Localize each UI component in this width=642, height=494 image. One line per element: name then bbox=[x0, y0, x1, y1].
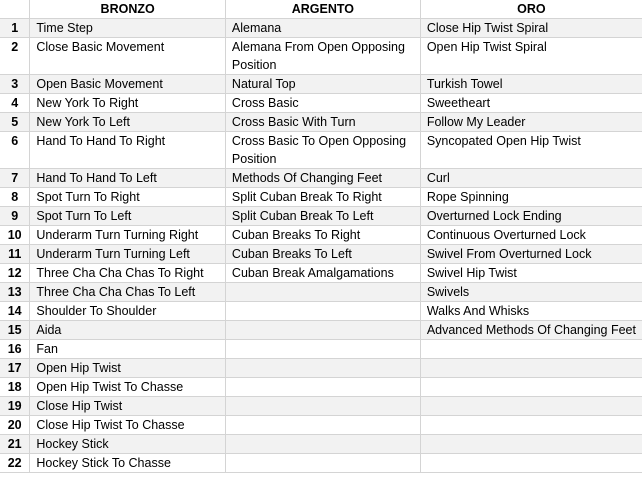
table-row bbox=[0, 264, 642, 283]
table-row bbox=[0, 454, 642, 473]
bronzo-cell[interactable]: New York To Right bbox=[30, 94, 226, 113]
oro-cell[interactable] bbox=[420, 340, 642, 359]
bronzo-cell[interactable]: Spot Turn To Left bbox=[30, 207, 226, 226]
row-number-cell[interactable]: 18 bbox=[0, 378, 30, 397]
oro-cell[interactable] bbox=[420, 454, 642, 473]
oro-cell[interactable]: Sweetheart bbox=[420, 94, 642, 113]
row-number-cell[interactable]: 1 bbox=[0, 19, 30, 38]
table-row bbox=[0, 397, 642, 416]
table-row bbox=[0, 302, 642, 321]
oro-cell[interactable] bbox=[420, 416, 642, 435]
oro-cell[interactable]: Turkish Towel bbox=[420, 75, 642, 94]
argento-cell[interactable]: Methods Of Changing Feet bbox=[225, 169, 420, 188]
bronzo-cell[interactable]: Three Cha Cha Chas To Right bbox=[30, 264, 226, 283]
table-row bbox=[0, 75, 642, 94]
bronzo-cell[interactable]: Hockey Stick bbox=[30, 435, 226, 454]
argento-cell[interactable]: Cuban Break Amalgamations bbox=[225, 264, 420, 283]
argento-cell[interactable] bbox=[225, 454, 420, 473]
oro-cell[interactable]: Syncopated Open Hip Twist bbox=[420, 132, 642, 169]
bronzo-cell[interactable]: Open Basic Movement bbox=[30, 75, 226, 94]
row-number-cell[interactable]: 12 bbox=[0, 264, 30, 283]
bronzo-cell[interactable]: Time Step bbox=[30, 19, 226, 38]
bronzo-cell[interactable]: Fan bbox=[30, 340, 226, 359]
table-row bbox=[0, 94, 642, 113]
bronzo-cell[interactable]: Three Cha Cha Chas To Left bbox=[30, 283, 226, 302]
row-number-cell[interactable]: 17 bbox=[0, 359, 30, 378]
table-row bbox=[0, 113, 642, 132]
bronzo-cell[interactable]: Aida bbox=[30, 321, 226, 340]
table-row bbox=[0, 188, 642, 207]
table-row bbox=[0, 359, 642, 378]
row-number-cell[interactable]: 11 bbox=[0, 245, 30, 264]
oro-cell[interactable]: Walks And Whisks bbox=[420, 302, 642, 321]
oro-cell[interactable] bbox=[420, 397, 642, 416]
argento-cell[interactable] bbox=[225, 416, 420, 435]
oro-cell[interactable]: Curl bbox=[420, 169, 642, 188]
argento-cell[interactable]: Cross Basic bbox=[225, 94, 420, 113]
table-body bbox=[0, 19, 642, 473]
row-number-cell[interactable]: 16 bbox=[0, 340, 30, 359]
table-row bbox=[0, 132, 642, 169]
oro-cell[interactable] bbox=[420, 378, 642, 397]
bronzo-cell[interactable]: Close Hip Twist To Chasse bbox=[30, 416, 226, 435]
row-number-cell[interactable]: 2 bbox=[0, 38, 30, 75]
table-row bbox=[0, 169, 642, 188]
row-number-cell[interactable]: 7 bbox=[0, 169, 30, 188]
row-number-cell[interactable]: 4 bbox=[0, 94, 30, 113]
bronzo-cell[interactable]: Underarm Turn Turning Right bbox=[30, 226, 226, 245]
argento-cell[interactable] bbox=[225, 321, 420, 340]
corner-cell[interactable] bbox=[0, 0, 30, 19]
argento-cell[interactable] bbox=[225, 359, 420, 378]
oro-cell[interactable]: Open Hip Twist Spiral bbox=[420, 38, 642, 75]
header-row bbox=[0, 0, 642, 19]
row-number-cell[interactable]: 8 bbox=[0, 188, 30, 207]
table-row bbox=[0, 38, 642, 75]
row-number-cell[interactable]: 19 bbox=[0, 397, 30, 416]
oro-cell[interactable]: Swivel Hip Twist bbox=[420, 264, 642, 283]
bronzo-cell[interactable]: Close Basic Movement bbox=[30, 38, 226, 75]
bronzo-cell[interactable]: Spot Turn To Right bbox=[30, 188, 226, 207]
bronzo-cell[interactable]: Hand To Hand To Left bbox=[30, 169, 226, 188]
header-oro[interactable]: ORO bbox=[420, 0, 642, 19]
table-row bbox=[0, 19, 642, 38]
row-number-cell[interactable]: 22 bbox=[0, 454, 30, 473]
table-row bbox=[0, 416, 642, 435]
bronzo-cell[interactable]: Open Hip Twist bbox=[30, 359, 226, 378]
argento-cell[interactable]: Cuban Breaks To Left bbox=[225, 245, 420, 264]
row-number-cell[interactable]: 10 bbox=[0, 226, 30, 245]
argento-cell[interactable]: Cuban Breaks To Right bbox=[225, 226, 420, 245]
argento-cell[interactable]: Alemana From Open Opposing Position bbox=[225, 38, 420, 75]
argento-cell[interactable]: Cross Basic To Open Opposing Position bbox=[225, 132, 420, 169]
table-row bbox=[0, 321, 642, 340]
oro-cell[interactable]: Continuous Overturned Lock bbox=[420, 226, 642, 245]
argento-cell[interactable]: Split Cuban Break To Right bbox=[225, 188, 420, 207]
bronzo-cell[interactable]: Open Hip Twist To Chasse bbox=[30, 378, 226, 397]
bronzo-cell[interactable]: Close Hip Twist bbox=[30, 397, 226, 416]
bronzo-cell[interactable]: Underarm Turn Turning Left bbox=[30, 245, 226, 264]
bronzo-cell[interactable]: New York To Left bbox=[30, 113, 226, 132]
row-number-cell[interactable]: 9 bbox=[0, 207, 30, 226]
oro-cell[interactable]: Swivel From Overturned Lock bbox=[420, 245, 642, 264]
argento-cell[interactable] bbox=[225, 302, 420, 321]
table-row bbox=[0, 435, 642, 454]
bronzo-cell[interactable]: Hockey Stick To Chasse bbox=[30, 454, 226, 473]
row-number-cell[interactable]: 6 bbox=[0, 132, 30, 169]
oro-cell[interactable]: Rope Spinning bbox=[420, 188, 642, 207]
table-row bbox=[0, 340, 642, 359]
oro-cell[interactable]: Advanced Methods Of Changing Feet bbox=[420, 321, 642, 340]
argento-cell[interactable]: Cross Basic With Turn bbox=[225, 113, 420, 132]
oro-cell[interactable]: Close Hip Twist Spiral bbox=[420, 19, 642, 38]
table-row bbox=[0, 226, 642, 245]
oro-cell[interactable] bbox=[420, 435, 642, 454]
bronzo-cell[interactable]: Shoulder To Shoulder bbox=[30, 302, 226, 321]
argento-cell[interactable]: Split Cuban Break To Left bbox=[225, 207, 420, 226]
argento-cell[interactable] bbox=[225, 283, 420, 302]
row-number-cell[interactable]: 14 bbox=[0, 302, 30, 321]
bronzo-cell[interactable]: Hand To Hand To Right bbox=[30, 132, 226, 169]
oro-cell[interactable] bbox=[420, 359, 642, 378]
table-row bbox=[0, 283, 642, 302]
argento-cell[interactable]: Alemana bbox=[225, 19, 420, 38]
row-number-cell[interactable]: 21 bbox=[0, 435, 30, 454]
header-argento[interactable]: ARGENTO bbox=[225, 0, 420, 19]
argento-cell[interactable]: Natural Top bbox=[225, 75, 420, 94]
row-number-cell[interactable]: 5 bbox=[0, 113, 30, 132]
argento-cell[interactable] bbox=[225, 340, 420, 359]
argento-cell[interactable] bbox=[225, 435, 420, 454]
row-number-cell[interactable]: 13 bbox=[0, 283, 30, 302]
oro-cell[interactable]: Overturned Lock Ending bbox=[420, 207, 642, 226]
header-bronzo[interactable]: BRONZO bbox=[30, 0, 226, 19]
argento-cell[interactable] bbox=[225, 397, 420, 416]
oro-cell[interactable]: Swivels bbox=[420, 283, 642, 302]
row-number-cell[interactable]: 3 bbox=[0, 75, 30, 94]
table-row bbox=[0, 378, 642, 397]
row-number-cell[interactable]: 15 bbox=[0, 321, 30, 340]
table-row bbox=[0, 207, 642, 226]
oro-cell[interactable]: Follow My Leader bbox=[420, 113, 642, 132]
argento-cell[interactable] bbox=[225, 378, 420, 397]
table-row bbox=[0, 245, 642, 264]
row-number-cell[interactable]: 20 bbox=[0, 416, 30, 435]
